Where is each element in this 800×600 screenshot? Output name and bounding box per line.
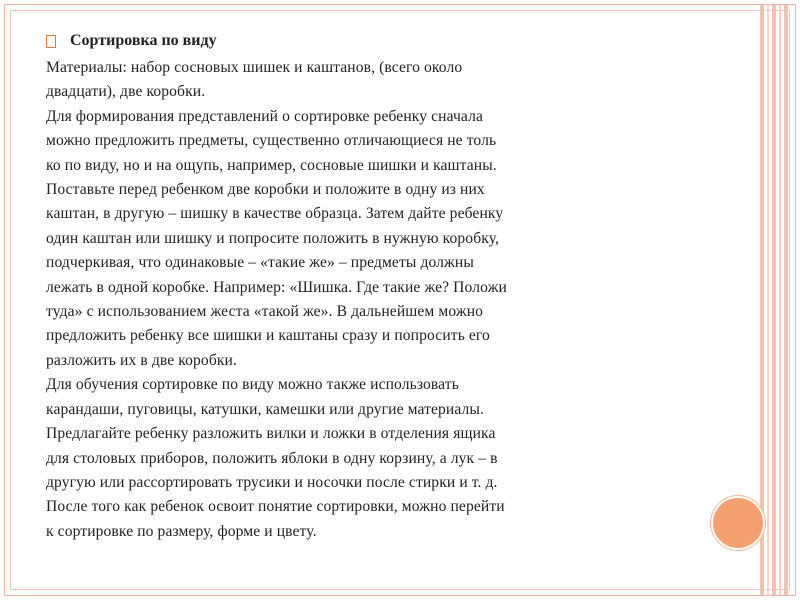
text-line: можно предложить предметы, существенно отличающиеся не толь (46, 132, 497, 150)
text-line: к сортировке по размеру, форме и цвету. (46, 522, 317, 540)
text-line: подчеркивая, что одинаковые – «такие же» – предметы должны (46, 254, 474, 272)
bullet-icon (46, 35, 56, 48)
text-line: для столовых приборов, положить яблоки в одну корзину, а лук – в (46, 449, 498, 467)
text-line: Поставьте перед ребенком две коробки и положите в одну из них (46, 181, 485, 199)
text-line: туда» с использованием жеста «такой же». В дальнейшем можно (46, 303, 484, 321)
slide-content (46, 28, 606, 544)
decorative-circle (711, 496, 765, 550)
text-line: После того как ребенок освоит понятие сортировки, можно перейти (46, 498, 505, 516)
heading-row (46, 28, 606, 54)
text-line: один каштан или шишку и попросите положить в нужную коробку, (46, 229, 500, 247)
text-line: лежать в одной коробке. Например: «Шишка. Где такие же? Положи (46, 278, 507, 296)
body-text (46, 56, 606, 544)
text-line: предложить ребенку все шишки и каштаны сразу и попросить его (46, 327, 490, 345)
text-line: двадцати), две коробки. (46, 83, 206, 101)
text-line: Материалы: набор сосновых шишек и каштанов, (всего около (46, 59, 463, 76)
decorative-stripe (772, 5, 776, 595)
decorative-stripe (784, 5, 788, 595)
decorative-stripe (767, 5, 769, 595)
text-line: разложить их в две коробки. (46, 351, 237, 369)
text-line: ко по виду, но и на ощупь, например, сосновые шишки и каштаны. (46, 156, 497, 174)
text-line: каштан, в другую – шишку в качестве образца. Затем дайте ребенку (46, 205, 504, 223)
text-line: Предлагайте ребенку разложить вилки и ложки в отделения ящика (46, 425, 496, 443)
decorative-stripe (760, 5, 764, 595)
text-line: Для формирования представлений о сортировке ребенку сначала (46, 107, 483, 125)
decorative-stripe (779, 5, 781, 595)
text-line: другую или рассортировать трусики и носочки после стирки и т. д. (46, 473, 498, 491)
text-line: Для обучения сортировке по виду можно также использовать (46, 376, 459, 394)
text-line: карандаши, пуговицы, катушки, камешки или другие материалы. (46, 400, 484, 418)
slide-heading: Сортировка по виду (70, 32, 217, 49)
